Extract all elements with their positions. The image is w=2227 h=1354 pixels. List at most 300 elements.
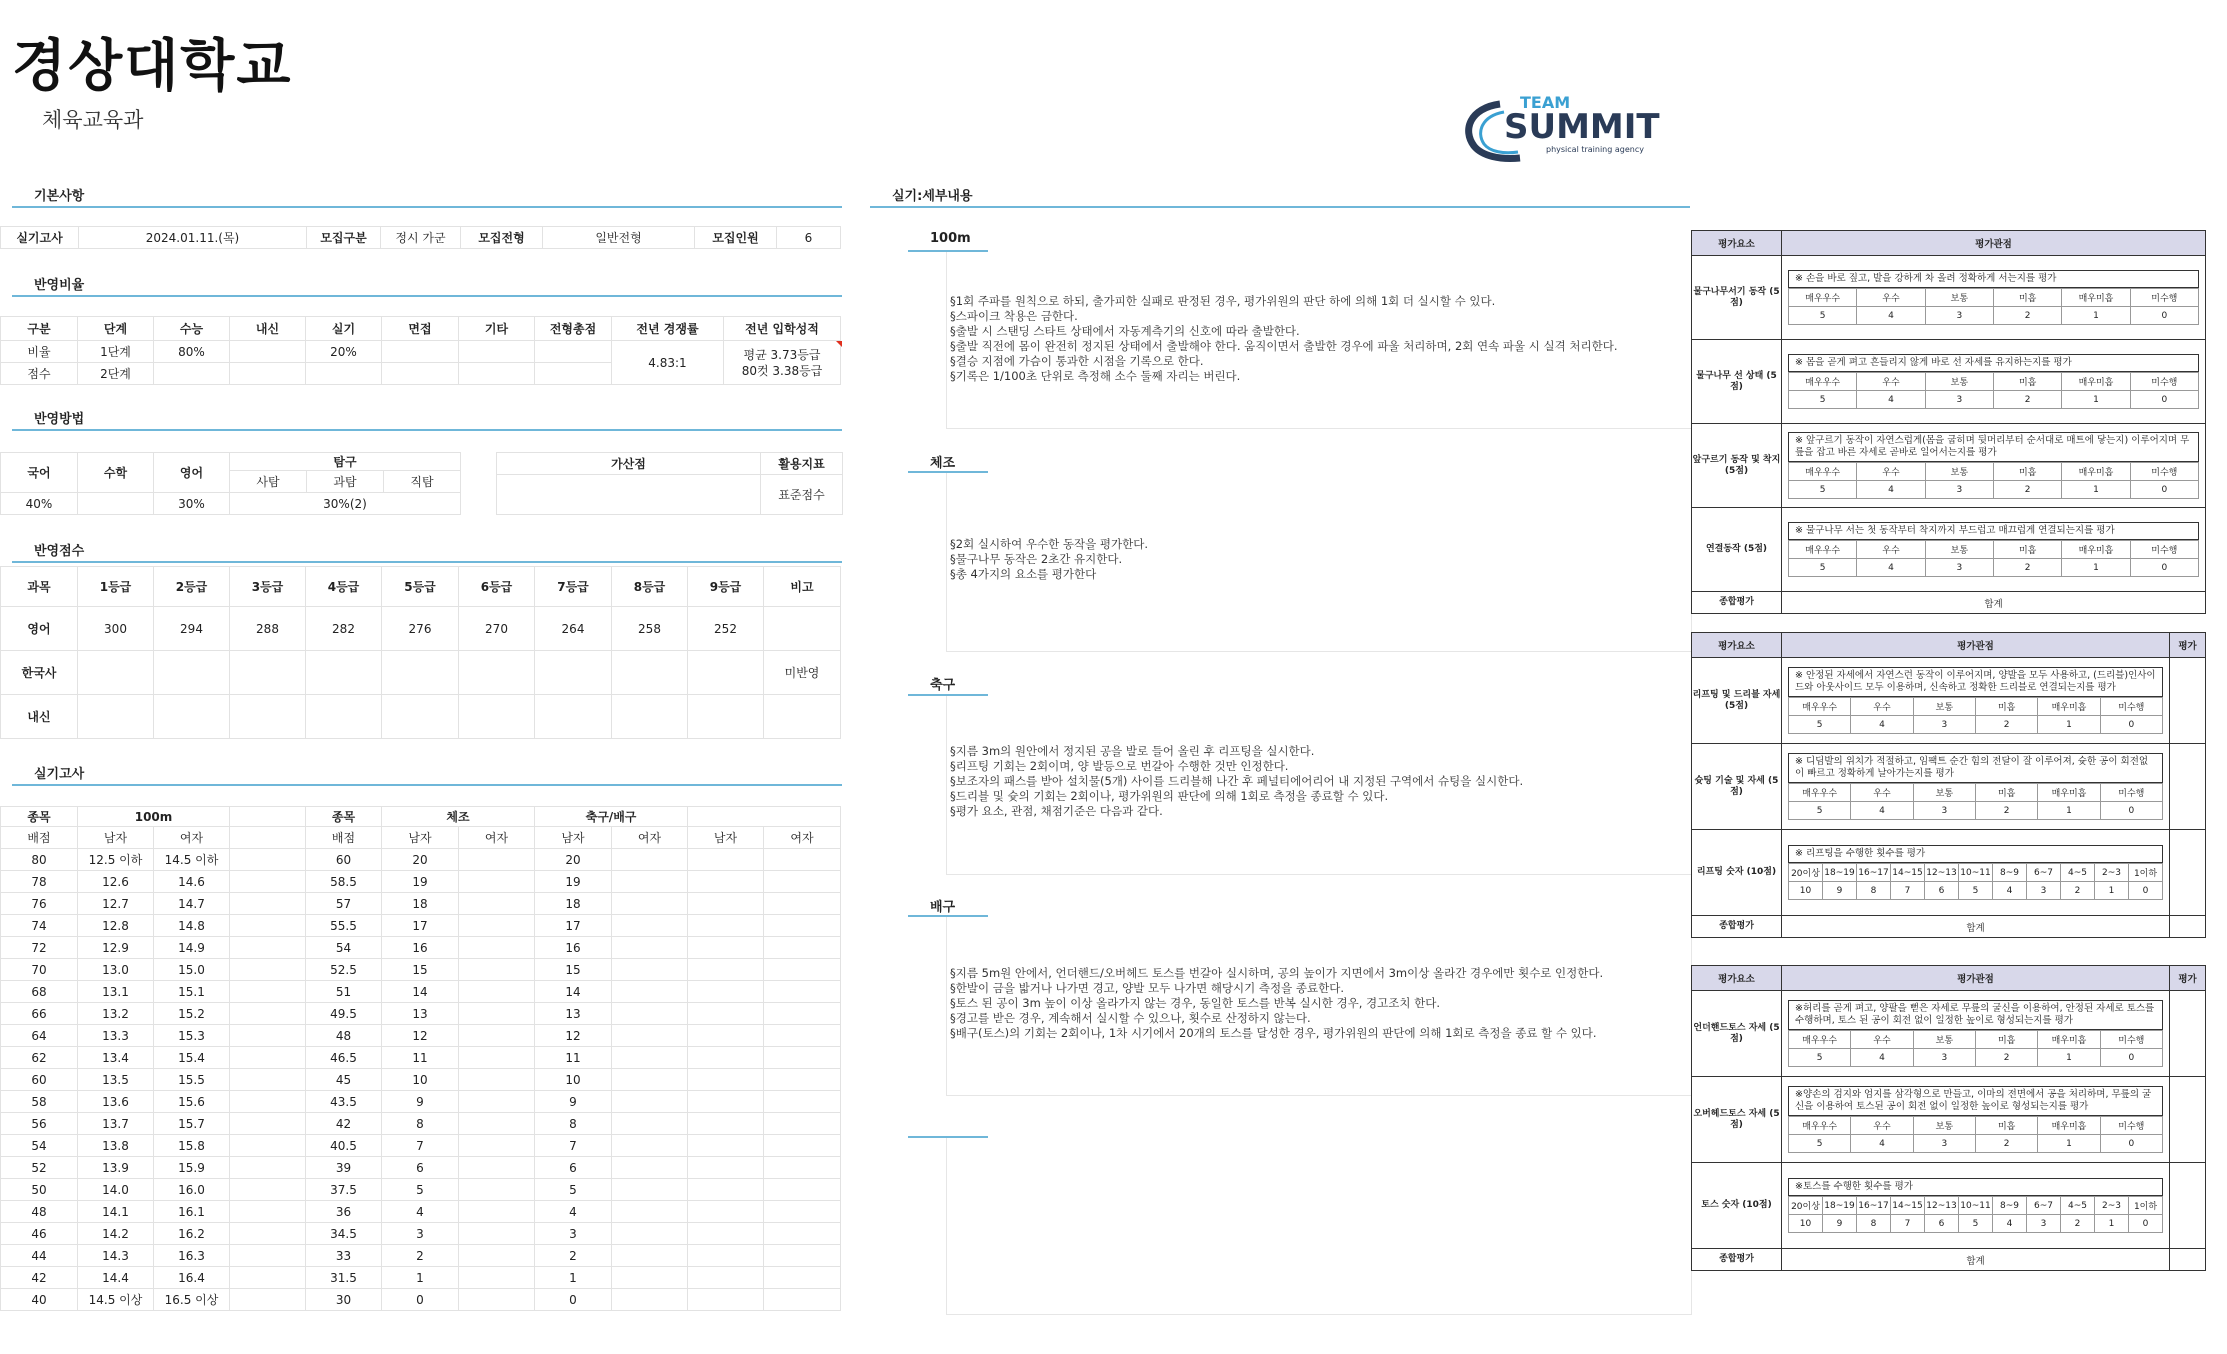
detail-soccer-title-box: [908, 674, 955, 693]
score-hist-6: [459, 651, 535, 695]
practical-gym-female: [459, 1135, 535, 1157]
count-point: 9: [1823, 1215, 1857, 1233]
rating-scale: [1788, 697, 2163, 734]
practical-right-points: 48: [306, 1025, 382, 1047]
count-label: 2~3: [2095, 1197, 2129, 1215]
rubric-eval-cell: [2170, 1077, 2206, 1163]
practical-gym-female: [459, 915, 535, 937]
practical-right-points: 30: [306, 1289, 382, 1311]
practical-right-points: 60: [306, 849, 382, 871]
rubric-eval-cell: [2170, 1163, 2206, 1249]
practical-ball-female: [612, 1113, 688, 1135]
section-basic-label: 기본사항: [34, 189, 85, 204]
score-naesin-6: [459, 695, 535, 739]
rating-label: 미수행: [2130, 373, 2198, 391]
score-naesin-9: [688, 695, 764, 739]
count-point: 6: [1925, 1215, 1959, 1233]
ratio-h-0: 구분: [1, 317, 78, 341]
rating-point: 5: [1789, 391, 1857, 409]
practical-row: [1, 849, 841, 871]
practical-right-points: 55.5: [306, 915, 382, 937]
score-hist-2: [154, 651, 230, 695]
ratio-r2-4: [306, 363, 382, 385]
count-label: 12~13: [1925, 864, 1959, 882]
practical-gym-female: [459, 1069, 535, 1091]
practical-100m-female: 15.0: [154, 959, 230, 981]
practical-row: [1, 1069, 841, 1091]
rating-point: 1: [2038, 1049, 2100, 1067]
detail-line: §2회 실시하여 우수한 동작을 평가한다.: [950, 537, 1148, 551]
detail-line: §평가 요소, 관점, 채점기준은 다음과 같다.: [950, 804, 1163, 818]
practical-ball-male: 8: [535, 1113, 612, 1135]
practical-extra-male: [688, 1003, 764, 1025]
rubric-category: 슛팅 기술 및 자세 (5점): [1692, 744, 1782, 830]
practical-ball-male: 18: [535, 893, 612, 915]
rubric-criterion: ※ 앞구르기 동작이 자연스럽게(몸을 굽히며 뒷머리부터 순서대로 매트에 닿는지) 이루어지며 무릎을 잡고 바른 자세로 곧바로 일어서는지를 평가: [1788, 432, 2199, 462]
practical-right-points: 31.5: [306, 1267, 382, 1289]
detail-100m-title-box: [908, 231, 971, 246]
section-ratio-rule: [12, 295, 842, 297]
detail-line: §한발이 금을 밟거나 나가면 경고, 양발 모두 나가면 해당시기 측정을 종료한다.: [950, 981, 1344, 995]
practical-100m-male: 13.0: [78, 959, 154, 981]
practical-h1-0: 종목: [1, 807, 78, 827]
rating-label: 매우우수: [1789, 1117, 1851, 1135]
rubric-criterion: ※ 안정된 자세에서 자연스런 동작이 이루어지며, 양발을 모두 사용하고, (드리블)인사이드와 아웃사이드 모두 이용하며, 신속하고 정확한 드리블로 연결되는지를 평가: [1788, 667, 2163, 697]
practical-left-points: 74: [1, 915, 78, 937]
rating-label: 우수: [1857, 289, 1925, 307]
practical-gym-male: 4: [382, 1201, 459, 1223]
rating-point: 3: [1913, 802, 1975, 820]
practical-gap: [230, 1135, 306, 1157]
practical-gym-male: 15: [382, 959, 459, 981]
count-label: 2~3: [2095, 864, 2129, 882]
rating-label: 미흡: [1975, 784, 2037, 802]
score-eng-7: 264: [535, 607, 612, 651]
practical-gym-female: [459, 1223, 535, 1245]
practical-100m-male: 14.5 이상: [78, 1289, 154, 1311]
score-hist-1: [78, 651, 154, 695]
detail-soccer-title: 축구: [930, 678, 956, 693]
practical-extra-female: [764, 959, 841, 981]
ratio-r2-1: 2단계: [78, 363, 154, 385]
practical-gap: [230, 849, 306, 871]
rating-label: 우수: [1851, 1031, 1913, 1049]
count-point: 0: [2129, 1215, 2163, 1233]
practical-100m-female: 15.5: [154, 1069, 230, 1091]
rating-label: 우수: [1851, 698, 1913, 716]
method-table: [0, 452, 461, 515]
practical-ball-male: 16: [535, 937, 612, 959]
ratio-admit-cut: 80컷 3.38등급: [741, 363, 823, 378]
practical-left-points: 70: [1, 959, 78, 981]
count-label: 1이하: [2129, 864, 2163, 882]
rubric-total-label: 종합평가: [1692, 592, 1782, 614]
practical-extra-male: [688, 1025, 764, 1047]
practical-100m-female: 15.9: [154, 1157, 230, 1179]
practical-extra-female: [764, 1091, 841, 1113]
rubric-h-view: 평가관점: [1782, 966, 2170, 991]
logo-tagline: physical training agency: [1546, 145, 1644, 154]
practical-extra-male: [688, 1179, 764, 1201]
rating-point: 2: [1993, 481, 2061, 499]
rubric-h-elem: 평가요소: [1692, 633, 1782, 658]
count-scale: [1788, 1196, 2163, 1233]
detail-line: §토스 된 공이 3m 높이 이상 올라가지 않는 경우, 동일한 토스를 반복 실시한 경우, 경고조치 한다.: [950, 996, 1440, 1010]
practical-ball-male: 2: [535, 1245, 612, 1267]
rubric-h-view: 평가관점: [1782, 633, 2170, 658]
rubric-criterion: ※ 리프팅을 수행한 횟수를 평가: [1788, 845, 2163, 863]
rating-point: 3: [1913, 1049, 1975, 1067]
practical-left-points: 40: [1, 1289, 78, 1311]
ratio-h-8: 전년 경쟁률: [612, 317, 724, 341]
practical-extra-male: [688, 1047, 764, 1069]
rating-point: 0: [2130, 559, 2198, 577]
method-kor: 국어: [1, 453, 78, 493]
count-label: 14~15: [1891, 1197, 1925, 1215]
rating-label: 매우미흡: [2038, 1031, 2100, 1049]
count-label: 18~19: [1823, 1197, 1857, 1215]
practical-row: [1, 1201, 841, 1223]
count-point: 6: [1925, 882, 1959, 900]
rating-label: 미수행: [2100, 1031, 2162, 1049]
practical-gym-male: 10: [382, 1069, 459, 1091]
practical-ball-male: 13: [535, 1003, 612, 1025]
practical-extra-female: [764, 1025, 841, 1047]
rating-point: 2: [1975, 1135, 2037, 1153]
practical-h1-100m: 100m: [78, 807, 230, 827]
count-value: 6: [777, 227, 841, 249]
rating-point: 4: [1851, 1135, 1913, 1153]
practical-100m-female: 15.8: [154, 1135, 230, 1157]
practical-h1-gym: 체조: [382, 807, 535, 827]
section-method: [12, 408, 84, 427]
rating-label: 미흡: [1993, 289, 2061, 307]
practical-100m-male: 13.6: [78, 1091, 154, 1113]
practical-100m-male: 13.8: [78, 1135, 154, 1157]
rubric-eval-cell: [2170, 744, 2206, 830]
practical-h1-3: 종목: [306, 807, 382, 827]
method-bonus-table: [496, 452, 843, 515]
detail-soccer-text: [950, 744, 1523, 819]
section-practical: [12, 763, 84, 782]
detail-volley-title: 배구: [930, 900, 956, 915]
practical-gap: [230, 1113, 306, 1135]
practical-ball-female: [612, 1025, 688, 1047]
score-hist-0: 한국사: [1, 651, 78, 695]
practical-100m-male: 13.2: [78, 1003, 154, 1025]
practical-extra-male: [688, 871, 764, 893]
practical-right-points: 45: [306, 1069, 382, 1091]
group-value: 정시 가군: [381, 227, 461, 249]
practical-h2-6: 남자: [535, 827, 612, 849]
detail-100m-title: 100m: [930, 231, 971, 246]
practical-left-points: 42: [1, 1267, 78, 1289]
practical-h2-5: 여자: [459, 827, 535, 849]
practical-h2-0: 배점: [1, 827, 78, 849]
count-point: 10: [1789, 882, 1823, 900]
detail-line: §스파이크 착용은 금한다.: [950, 309, 1078, 323]
count-point: 3: [2027, 1215, 2061, 1233]
count-scale: [1788, 863, 2163, 900]
count-label: 6~7: [2027, 1197, 2061, 1215]
practical-ball-female: [612, 1289, 688, 1311]
count-label: 12~13: [1925, 1197, 1959, 1215]
practical-100m-female: 14.6: [154, 871, 230, 893]
practical-100m-male: 14.4: [78, 1267, 154, 1289]
detail-line: §물구나무 동작은 2초간 유지한다.: [950, 552, 1123, 566]
practical-gym-female: [459, 1157, 535, 1179]
practical-right-points: 40.5: [306, 1135, 382, 1157]
rating-point: 4: [1857, 559, 1925, 577]
practical-ball-male: 3: [535, 1223, 612, 1245]
practical-extra-male: [688, 959, 764, 981]
count-point: 0: [2129, 882, 2163, 900]
practical-gap: [230, 893, 306, 915]
detail-extra-panel: [946, 1138, 1692, 1315]
practical-gap: [230, 1047, 306, 1069]
rating-point: 4: [1851, 802, 1913, 820]
practical-gap: [230, 915, 306, 937]
practical-ball-female: [612, 1047, 688, 1069]
practical-100m-female: 16.4: [154, 1267, 230, 1289]
practical-extra-male: [688, 1223, 764, 1245]
ratio-h-2: 수능: [154, 317, 230, 341]
practical-left-points: 56: [1, 1113, 78, 1135]
rating-label: 미흡: [1975, 1117, 2037, 1135]
practical-table: [0, 806, 841, 1311]
practical-extra-male: [688, 915, 764, 937]
rating-point: 0: [2100, 1135, 2162, 1153]
practical-extra-male: [688, 1267, 764, 1289]
detail-line: §기록은 1/100초 단위로 측정해 소수 둘째 자리는 버린다.: [950, 369, 1241, 383]
practical-gap: [230, 1003, 306, 1025]
practical-extra-female: [764, 1201, 841, 1223]
detail-line: §결승 지점에 가슴이 통과한 시점을 기록으로 한다.: [950, 354, 1204, 368]
rating-point: 5: [1789, 802, 1851, 820]
count-point: 8: [1857, 1215, 1891, 1233]
rating-label: 미수행: [2100, 784, 2162, 802]
detail-line: §지름 5m원 안에서, 언더핸드/오버헤드 토스를 번갈아 실시하며, 공의 높이가 지면에서 3m이상 올라간 경우에만 횟수로 인정한다.: [950, 966, 1604, 980]
rubric-category: 오버헤드토스 자세 (5점): [1692, 1077, 1782, 1163]
count-point: 2: [2061, 882, 2095, 900]
practical-100m-male: 14.0: [78, 1179, 154, 1201]
practical-h2-3: 배점: [306, 827, 382, 849]
rubric-h-view: 평가관점: [1782, 231, 2206, 256]
score-h-8: 8등급: [612, 567, 688, 607]
rating-point: 1: [2062, 559, 2130, 577]
practical-gym-female: [459, 871, 535, 893]
detail-line: §경고를 받은 경우, 계속해서 실시할 수 있으나, 횟수로 산정하지 않는다.: [950, 1011, 1311, 1025]
count-label: 6~7: [2027, 864, 2061, 882]
ratio-h-4: 실기: [306, 317, 382, 341]
section-method-rule: [12, 429, 842, 431]
practical-extra-male: [688, 1289, 764, 1311]
practical-ball-male: 0: [535, 1289, 612, 1311]
practical-gym-male: 1: [382, 1267, 459, 1289]
practical-extra-female: [764, 981, 841, 1003]
practical-left-points: 58: [1, 1091, 78, 1113]
practical-h2-2: 여자: [154, 827, 230, 849]
count-point: 7: [1891, 882, 1925, 900]
rubric-criterion: ※ 디딤발의 위치가 적절하고, 임팩트 순간 힘의 전달이 잘 이루어져, 슛한 공이 회전없이 빠르고 정확하게 날아가는지를 평가: [1788, 753, 2163, 783]
type-value: 일반전형: [543, 227, 695, 249]
rating-scale: [1788, 372, 2199, 409]
rating-label: 매우우수: [1789, 698, 1851, 716]
practical-gap: [230, 1289, 306, 1311]
practical-ball-male: 7: [535, 1135, 612, 1157]
practical-right-points: 58.5: [306, 871, 382, 893]
score-eng-5: 276: [382, 607, 459, 651]
score-naesin-5: [382, 695, 459, 739]
score-h-2: 2등급: [154, 567, 230, 607]
practical-extra-female: [764, 1113, 841, 1135]
practical-100m-female: 15.7: [154, 1113, 230, 1135]
count-label: 16~17: [1857, 864, 1891, 882]
detail-line: §배구(토스)의 기회는 2회이나, 1차 시기에서 20개의 토스를 달성한 경우, 평가위원의 판단에 의해 1회로 측정을 종료 할 수 있다.: [950, 1026, 1597, 1040]
practical-ball-female: [612, 871, 688, 893]
rating-point: 4: [1857, 307, 1925, 325]
score-eng-0: 영어: [1, 607, 78, 651]
score-eng-1: 300: [78, 607, 154, 651]
practical-row: [1, 1179, 841, 1201]
practical-ball-female: [612, 1223, 688, 1245]
practical-extra-male: [688, 1091, 764, 1113]
detail-volley-text: [950, 966, 1603, 1041]
rating-label: 매우우수: [1789, 1031, 1851, 1049]
practical-left-points: 64: [1, 1025, 78, 1047]
practical-100m-male: 13.9: [78, 1157, 154, 1179]
rubric-h-eval: 평가: [2170, 966, 2206, 991]
rating-point: 2: [1993, 391, 2061, 409]
rating-point: 1: [2062, 481, 2130, 499]
practical-100m-female: 15.4: [154, 1047, 230, 1069]
practical-extra-female: [764, 937, 841, 959]
method-tamgu-value: 30%(2): [230, 493, 461, 515]
practical-ball-female: [612, 1201, 688, 1223]
practical-100m-male: 14.1: [78, 1201, 154, 1223]
score-hist-4: [306, 651, 382, 695]
count-label: 10~11: [1959, 1197, 1993, 1215]
rubric-h-eval: 평가: [2170, 633, 2206, 658]
practical-ball-female: [612, 937, 688, 959]
rating-label: 매우미흡: [2038, 698, 2100, 716]
ratio-h-1: 단계: [78, 317, 154, 341]
practical-gym-female: [459, 1025, 535, 1047]
method-eng: 영어: [154, 453, 230, 493]
practical-row: [1, 1267, 841, 1289]
practical-ball-male: 14: [535, 981, 612, 1003]
detail-gym-title-box: [908, 452, 955, 471]
detail-line: §지름 3m의 원안에서 정지된 공을 발로 들어 올린 후 리프팅을 실시한다.: [950, 744, 1315, 758]
practical-extra-male: [688, 1157, 764, 1179]
practical-row: [1, 1245, 841, 1267]
score-h-3: 3등급: [230, 567, 306, 607]
section-detail: [870, 185, 973, 204]
rating-label: 우수: [1851, 784, 1913, 802]
practical-extra-male: [688, 1245, 764, 1267]
rating-scale: [1788, 462, 2199, 499]
practical-left-points: 48: [1, 1201, 78, 1223]
practical-ball-male: 5: [535, 1179, 612, 1201]
practical-100m-female: 16.3: [154, 1245, 230, 1267]
practical-gym-female: [459, 1179, 535, 1201]
rating-label: 매우우수: [1789, 463, 1857, 481]
rubric-h-elem: 평가요소: [1692, 966, 1782, 991]
rating-point: 3: [1925, 391, 1993, 409]
count-point: 9: [1823, 882, 1857, 900]
practical-100m-female: 15.6: [154, 1091, 230, 1113]
practical-100m-male: 14.2: [78, 1223, 154, 1245]
practical-gym-male: 20: [382, 849, 459, 871]
score-h-9: 9등급: [688, 567, 764, 607]
score-eng-3: 288: [230, 607, 306, 651]
rating-point: 0: [2130, 307, 2198, 325]
practical-left-points: 66: [1, 1003, 78, 1025]
practical-extra-female: [764, 871, 841, 893]
rating-point: 2: [1993, 307, 2061, 325]
ratio-table: [0, 316, 841, 385]
practical-gym-male: 12: [382, 1025, 459, 1047]
practical-right-points: 54: [306, 937, 382, 959]
practical-gym-male: 14: [382, 981, 459, 1003]
rating-label: 보통: [1925, 373, 1993, 391]
rating-label: 매우미흡: [2062, 541, 2130, 559]
ratio-admission-cell: [724, 341, 841, 385]
count-point: 3: [2027, 882, 2061, 900]
logo-summit-text: SUMMIT: [1504, 107, 1660, 147]
practical-left-points: 72: [1, 937, 78, 959]
practical-gap: [230, 959, 306, 981]
ratio-r1-7: [535, 341, 612, 363]
rating-label: 우수: [1857, 463, 1925, 481]
practical-h1-gap: [230, 807, 306, 827]
rating-point: 4: [1857, 481, 1925, 499]
section-score-label: 반영점수: [34, 544, 85, 559]
practical-right-points: 33: [306, 1245, 382, 1267]
practical-gym-female: [459, 959, 535, 981]
practical-gym-male: 8: [382, 1113, 459, 1135]
practical-ball-male: 15: [535, 959, 612, 981]
practical-100m-female: 14.9: [154, 937, 230, 959]
section-method-label: 반영방법: [34, 412, 85, 427]
rating-point: 0: [2130, 481, 2198, 499]
rubric-eval-cell: [2170, 991, 2206, 1077]
detail-100m-text: [950, 294, 1618, 384]
rating-point: 5: [1789, 307, 1857, 325]
score-h-1: 1등급: [78, 567, 154, 607]
detail-line: §리프팅 기회는 2회이며, 양 발등으로 번갈아 수행한 것만 인정한다.: [950, 759, 1289, 773]
practical-gym-male: 3: [382, 1223, 459, 1245]
practical-100m-male: 12.7: [78, 893, 154, 915]
rating-point: 4: [1851, 1049, 1913, 1067]
practical-gym-male: 9: [382, 1091, 459, 1113]
practical-extra-female: [764, 1267, 841, 1289]
count-label: 20이상: [1789, 1197, 1823, 1215]
rubric-total-value: 합계: [1782, 916, 2170, 938]
score-naesin-2: [154, 695, 230, 739]
practical-100m-male: 13.1: [78, 981, 154, 1003]
rating-point: 4: [1857, 391, 1925, 409]
rating-label: 미수행: [2130, 541, 2198, 559]
rating-label: 보통: [1913, 1117, 1975, 1135]
detail-gym-title: 체조: [930, 456, 956, 471]
practical-h2-9: 여자: [764, 827, 841, 849]
count-point: 1: [2095, 882, 2129, 900]
practical-extra-female: [764, 893, 841, 915]
method-eng-value: 30%: [154, 493, 230, 515]
practical-right-points: 36: [306, 1201, 382, 1223]
rating-point: 5: [1789, 716, 1851, 734]
